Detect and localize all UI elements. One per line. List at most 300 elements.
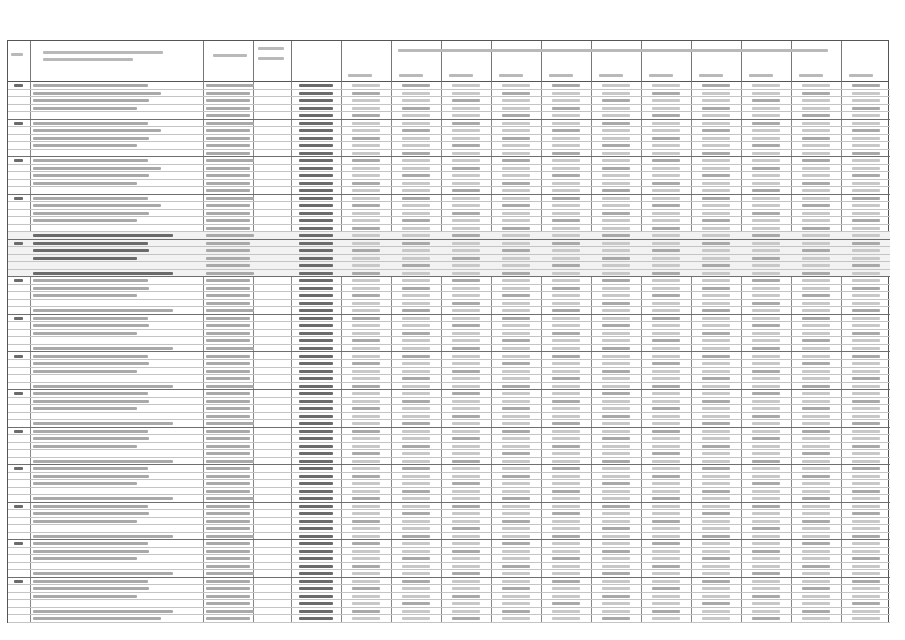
amount-placeholder: [452, 362, 480, 365]
source-placeholder: [206, 152, 250, 155]
source-placeholder: [206, 309, 254, 312]
amount-placeholder: [752, 152, 780, 155]
amount-placeholder: [702, 422, 730, 425]
header-column-divider: [741, 41, 742, 83]
amount-placeholder: [299, 339, 333, 342]
amount-placeholder: [352, 505, 380, 508]
source-placeholder: [206, 392, 250, 395]
amount-placeholder: [852, 107, 880, 110]
amount-placeholder: [552, 122, 580, 125]
amount-placeholder: [652, 129, 680, 132]
amount-placeholder: [299, 475, 333, 478]
amount-placeholder: [602, 137, 630, 140]
amount-placeholder: [852, 249, 880, 252]
name-placeholder: [33, 587, 149, 590]
table-row: [8, 120, 890, 128]
amount-placeholder: [802, 122, 830, 125]
amount-placeholder: [552, 272, 580, 275]
header-label-placeholder: [749, 74, 773, 77]
table-row: [8, 337, 890, 345]
amount-placeholder: [452, 490, 480, 493]
amount-placeholder: [702, 294, 730, 297]
amount-placeholder: [299, 460, 333, 463]
amount-placeholder: [402, 332, 430, 335]
header-label-placeholder: [43, 58, 133, 61]
amount-placeholder: [502, 152, 530, 155]
amount-placeholder: [702, 347, 730, 350]
amount-placeholder: [702, 242, 730, 245]
table-row: [8, 405, 890, 413]
amount-placeholder: [502, 204, 530, 207]
amount-placeholder: [852, 580, 880, 583]
amount-placeholder: [802, 99, 830, 102]
amount-placeholder: [602, 339, 630, 342]
amount-placeholder: [502, 189, 530, 192]
amount-placeholder: [602, 527, 630, 530]
amount-placeholder: [852, 542, 880, 545]
source-placeholder: [206, 167, 250, 170]
amount-placeholder: [602, 430, 630, 433]
amount-placeholder: [452, 565, 480, 568]
amount-placeholder: [352, 339, 380, 342]
amount-placeholder: [752, 445, 780, 448]
amount-placeholder: [752, 587, 780, 590]
amount-placeholder: [752, 452, 780, 455]
amount-placeholder: [852, 309, 880, 312]
amount-placeholder: [852, 114, 880, 117]
amount-placeholder: [652, 152, 680, 155]
amount-placeholder: [752, 535, 780, 538]
amount-placeholder: [702, 234, 730, 237]
amount-placeholder: [452, 437, 480, 440]
amount-placeholder: [299, 99, 333, 102]
amount-placeholder: [299, 445, 333, 448]
name-placeholder: [33, 400, 149, 403]
name-placeholder: [33, 512, 149, 515]
amount-placeholder: [402, 212, 430, 215]
amount-placeholder: [702, 182, 730, 185]
amount-placeholder: [299, 197, 333, 200]
table-row: [8, 548, 890, 556]
amount-placeholder: [852, 377, 880, 380]
amount-placeholder: [552, 317, 580, 320]
amount-placeholder: [402, 535, 430, 538]
amount-placeholder: [352, 385, 380, 388]
amount-placeholder: [602, 400, 630, 403]
source-placeholder: [206, 610, 254, 613]
amount-placeholder: [402, 272, 430, 275]
amount-placeholder: [552, 339, 580, 342]
name-placeholder: [33, 535, 173, 538]
amount-placeholder: [652, 617, 680, 620]
amount-placeholder: [702, 415, 730, 418]
amount-placeholder: [802, 204, 830, 207]
name-placeholder: [33, 355, 148, 358]
table-row: [8, 533, 890, 541]
source-placeholder: [206, 467, 250, 470]
amount-placeholder: [652, 572, 680, 575]
amount-placeholder: [299, 137, 333, 140]
amount-placeholder: [752, 99, 780, 102]
amount-placeholder: [452, 602, 480, 605]
amount-placeholder: [352, 107, 380, 110]
table-row: [8, 195, 890, 203]
amount-placeholder: [402, 227, 430, 230]
amount-placeholder: [702, 512, 730, 515]
amount-placeholder: [602, 362, 630, 365]
amount-placeholder: [802, 302, 830, 305]
table-row: [8, 255, 890, 263]
amount-placeholder: [402, 505, 430, 508]
amount-placeholder: [452, 287, 480, 290]
amount-placeholder: [752, 437, 780, 440]
amount-placeholder: [852, 572, 880, 575]
amount-placeholder: [802, 520, 830, 523]
amount-placeholder: [299, 84, 333, 87]
amount-placeholder: [452, 400, 480, 403]
amount-placeholder: [552, 84, 580, 87]
amount-placeholder: [299, 219, 333, 222]
amount-placeholder: [452, 227, 480, 230]
amount-placeholder: [402, 527, 430, 530]
amount-placeholder: [502, 392, 530, 395]
amount-placeholder: [852, 279, 880, 282]
amount-placeholder: [802, 234, 830, 237]
amount-placeholder: [352, 159, 380, 162]
amount-placeholder: [802, 415, 830, 418]
amount-placeholder: [852, 347, 880, 350]
amount-placeholder: [652, 430, 680, 433]
amount-placeholder: [452, 332, 480, 335]
amount-placeholder: [652, 234, 680, 237]
name-placeholder: [33, 294, 137, 297]
amount-placeholder: [299, 144, 333, 147]
amount-placeholder: [752, 84, 780, 87]
amount-placeholder: [299, 572, 333, 575]
table-row: [8, 142, 890, 150]
source-placeholder: [206, 430, 250, 433]
amount-placeholder: [502, 490, 530, 493]
amount-placeholder: [652, 557, 680, 560]
amount-placeholder: [652, 602, 680, 605]
amount-placeholder: [502, 512, 530, 515]
amount-placeholder: [652, 467, 680, 470]
amount-placeholder: [802, 370, 830, 373]
amount-placeholder: [402, 370, 430, 373]
amount-placeholder: [852, 407, 880, 410]
amount-placeholder: [502, 219, 530, 222]
table-row: [8, 172, 890, 180]
amount-placeholder: [402, 490, 430, 493]
amount-placeholder: [602, 197, 630, 200]
amount-placeholder: [602, 460, 630, 463]
amount-placeholder: [502, 385, 530, 388]
amount-placeholder: [702, 114, 730, 117]
row-number-placeholder: [14, 430, 23, 433]
header-label-placeholder: [799, 74, 823, 77]
name-placeholder: [33, 482, 137, 485]
row-number-placeholder: [14, 84, 23, 87]
source-placeholder: [206, 535, 254, 538]
amount-placeholder: [552, 144, 580, 147]
amount-placeholder: [452, 587, 480, 590]
amount-placeholder: [752, 602, 780, 605]
amount-placeholder: [752, 490, 780, 493]
source-placeholder: [206, 580, 250, 583]
amount-placeholder: [802, 572, 830, 575]
amount-placeholder: [602, 475, 630, 478]
amount-placeholder: [502, 272, 530, 275]
amount-placeholder: [702, 587, 730, 590]
source-placeholder: [206, 122, 254, 125]
amount-placeholder: [602, 144, 630, 147]
amount-placeholder: [299, 264, 333, 267]
amount-placeholder: [852, 362, 880, 365]
amount-placeholder: [452, 542, 480, 545]
amount-placeholder: [752, 595, 780, 598]
amount-placeholder: [602, 294, 630, 297]
amount-placeholder: [802, 482, 830, 485]
amount-placeholder: [402, 279, 430, 282]
table-row: [8, 518, 890, 526]
amount-placeholder: [802, 174, 830, 177]
amount-placeholder: [652, 174, 680, 177]
amount-placeholder: [802, 407, 830, 410]
amount-placeholder: [802, 309, 830, 312]
amount-placeholder: [502, 257, 530, 260]
amount-placeholder: [852, 272, 880, 275]
amount-placeholder: [602, 234, 630, 237]
table-row: [8, 443, 890, 451]
header-label-placeholder: [849, 74, 873, 77]
amount-placeholder: [652, 159, 680, 162]
amount-placeholder: [402, 422, 430, 425]
table-row: [8, 525, 890, 533]
amount-placeholder: [702, 189, 730, 192]
amount-placeholder: [452, 415, 480, 418]
amount-placeholder: [852, 264, 880, 267]
amount-placeholder: [402, 122, 430, 125]
source-placeholder: [206, 407, 250, 410]
amount-placeholder: [299, 227, 333, 230]
amount-placeholder: [702, 122, 730, 125]
amount-placeholder: [752, 279, 780, 282]
name-placeholder: [33, 159, 148, 162]
amount-placeholder: [452, 527, 480, 530]
amount-placeholder: [452, 595, 480, 598]
table-row: [8, 563, 890, 571]
amount-placeholder: [852, 520, 880, 523]
amount-placeholder: [352, 249, 380, 252]
name-placeholder: [33, 497, 173, 500]
amount-placeholder: [552, 520, 580, 523]
table-row: [8, 180, 890, 188]
amount-placeholder: [752, 242, 780, 245]
amount-placeholder: [402, 572, 430, 575]
amount-placeholder: [802, 497, 830, 500]
amount-placeholder: [802, 137, 830, 140]
amount-placeholder: [452, 242, 480, 245]
amount-placeholder: [702, 362, 730, 365]
table-row: [8, 510, 890, 518]
table-row: [8, 608, 890, 616]
row-number-placeholder: [14, 197, 23, 200]
header-label-placeholder: [549, 74, 573, 77]
amount-placeholder: [552, 377, 580, 380]
amount-placeholder: [602, 174, 630, 177]
amount-placeholder: [402, 114, 430, 117]
header-column-divider: [203, 41, 204, 83]
amount-placeholder: [702, 535, 730, 538]
amount-placeholder: [652, 219, 680, 222]
amount-placeholder: [502, 602, 530, 605]
amount-placeholder: [402, 437, 430, 440]
amount-placeholder: [652, 182, 680, 185]
amount-placeholder: [752, 302, 780, 305]
amount-placeholder: [352, 204, 380, 207]
amount-placeholder: [652, 144, 680, 147]
amount-placeholder: [602, 557, 630, 560]
amount-placeholder: [652, 385, 680, 388]
row-number-placeholder: [14, 159, 23, 162]
amount-placeholder: [299, 610, 333, 613]
amount-placeholder: [402, 287, 430, 290]
amount-placeholder: [802, 84, 830, 87]
amount-placeholder: [452, 174, 480, 177]
amount-placeholder: [602, 617, 630, 620]
amount-placeholder: [402, 324, 430, 327]
source-placeholder: [206, 317, 250, 320]
amount-placeholder: [602, 392, 630, 395]
amount-placeholder: [452, 460, 480, 463]
amount-placeholder: [552, 167, 580, 170]
table-row: [8, 82, 890, 90]
amount-placeholder: [452, 309, 480, 312]
amount-placeholder: [299, 242, 333, 245]
amount-placeholder: [552, 242, 580, 245]
amount-placeholder: [402, 610, 430, 613]
amount-placeholder: [502, 452, 530, 455]
amount-placeholder: [299, 437, 333, 440]
amount-placeholder: [702, 595, 730, 598]
amount-placeholder: [652, 445, 680, 448]
name-placeholder: [33, 122, 148, 125]
amount-placeholder: [802, 227, 830, 230]
amount-placeholder: [352, 550, 380, 553]
amount-placeholder: [352, 272, 380, 275]
table-row: [8, 585, 890, 593]
amount-placeholder: [452, 189, 480, 192]
amount-placeholder: [852, 497, 880, 500]
amount-placeholder: [452, 137, 480, 140]
amount-placeholder: [402, 99, 430, 102]
name-placeholder: [33, 182, 137, 185]
amount-placeholder: [352, 520, 380, 523]
amount-placeholder: [602, 512, 630, 515]
source-placeholder: [206, 272, 254, 275]
amount-placeholder: [299, 234, 333, 237]
amount-placeholder: [402, 617, 430, 620]
amount-placeholder: [602, 324, 630, 327]
table-row: [8, 262, 890, 270]
amount-placeholder: [452, 497, 480, 500]
amount-placeholder: [702, 249, 730, 252]
amount-placeholder: [802, 505, 830, 508]
amount-placeholder: [802, 512, 830, 515]
amount-placeholder: [752, 467, 780, 470]
amount-placeholder: [852, 332, 880, 335]
amount-placeholder: [552, 107, 580, 110]
amount-placeholder: [502, 167, 530, 170]
row-number-placeholder: [14, 542, 23, 545]
row-number-placeholder: [14, 392, 23, 395]
amount-placeholder: [352, 422, 380, 425]
amount-placeholder: [552, 565, 580, 568]
amount-placeholder: [852, 242, 880, 245]
source-placeholder: [206, 212, 250, 215]
table-row: [8, 240, 890, 248]
amount-placeholder: [802, 212, 830, 215]
amount-placeholder: [602, 445, 630, 448]
name-placeholder: [33, 505, 148, 508]
amount-placeholder: [502, 437, 530, 440]
allocation-table: [7, 40, 889, 623]
amount-placeholder: [502, 287, 530, 290]
amount-placeholder: [752, 362, 780, 365]
amount-placeholder: [752, 505, 780, 508]
amount-placeholder: [802, 550, 830, 553]
amount-placeholder: [402, 167, 430, 170]
amount-placeholder: [802, 400, 830, 403]
amount-placeholder: [502, 595, 530, 598]
amount-placeholder: [452, 197, 480, 200]
amount-placeholder: [752, 144, 780, 147]
amount-placeholder: [702, 557, 730, 560]
source-placeholder: [206, 565, 250, 568]
amount-placeholder: [702, 219, 730, 222]
amount-placeholder: [852, 422, 880, 425]
amount-placeholder: [452, 107, 480, 110]
amount-placeholder: [652, 309, 680, 312]
amount-placeholder: [299, 332, 333, 335]
header-column-divider: [641, 41, 642, 83]
name-placeholder: [33, 92, 161, 95]
amount-placeholder: [602, 242, 630, 245]
amount-placeholder: [752, 512, 780, 515]
amount-placeholder: [552, 392, 580, 395]
source-placeholder: [206, 279, 250, 282]
amount-placeholder: [602, 212, 630, 215]
amount-placeholder: [402, 512, 430, 515]
amount-placeholder: [299, 294, 333, 297]
header-column-divider: [591, 41, 592, 83]
table-row: [8, 300, 890, 308]
amount-placeholder: [502, 355, 530, 358]
table-row: [8, 345, 890, 353]
amount-placeholder: [702, 107, 730, 110]
amount-placeholder: [752, 197, 780, 200]
amount-placeholder: [752, 129, 780, 132]
amount-placeholder: [299, 580, 333, 583]
table-row: [8, 277, 890, 285]
amount-placeholder: [299, 212, 333, 215]
amount-placeholder: [299, 505, 333, 508]
amount-placeholder: [602, 272, 630, 275]
amount-placeholder: [502, 527, 530, 530]
amount-placeholder: [602, 309, 630, 312]
amount-placeholder: [452, 159, 480, 162]
name-placeholder: [33, 572, 173, 575]
